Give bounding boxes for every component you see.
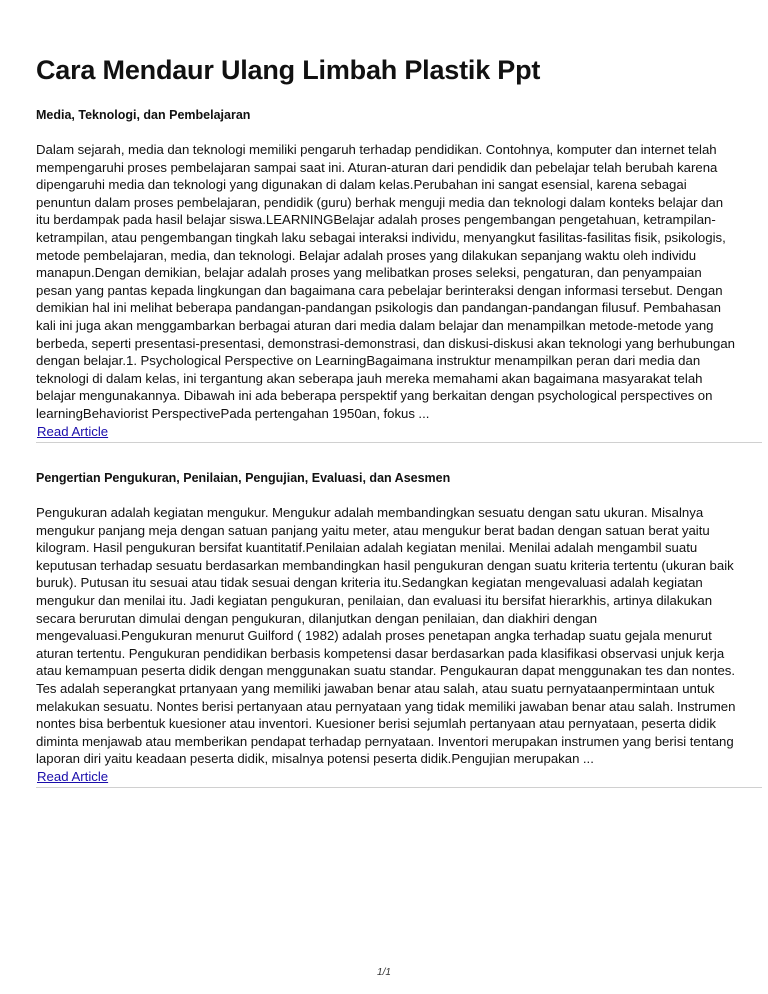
page-number: 1/1 [377,967,391,978]
article-body: Pengukuran adalah kegiatan mengukur. Mengukur adalah membandingkan sesuatu dengan satu ukuran. Misalnya mengukur panjang meja dengan satuan panjang yaitu meter, atau mengukur berat badan dengan satuan berat yaitu kilogram. Hasil pengukuran bersifat kuantitatif.Penilaian adalah kegiatan menilai. Menilai adalah mengambil suatu keputusan terhadap sesuatu berdasarkan membandingkan hasil pengukuran dengan suatu kriteria tertentu (ukuran baik buruk). Putusan itu sesuai atau tidak sesuai dengan kriteria itu.Sedangkan kegiatan mengevaluasi adalah kegiatan mengukur dan menilai itu. Jadi kegiatan pengukuran, penilaian, dan evaluasi itu bersifat hierarkhis, artinya dilakukan secara berurutan dimulai dengan pengukuran, dilanjutkan dengan penilaian, dan diakhiri dengan mengevaluasi.Pengukuran menurut Guilford ( 1982) adalah proses penetapan angka terhadap suatu gejala menurut aturan tertentu. Pengukuran pendidikan berbasis kompetensi dasar berdasarkan pada klasifikasi observasi unjuk kerja atau kemampuan peserta didik dengan menggunakan suatu standar. Pengukauran dapat menggunakan tes dan nontes. Tes adalah seperangkat prtanyaan yang memiliki jawaban benar atau salah, atau suatu pernyataanpermintaan untuk melakukan sesuatu. Nontes berisi pertanyaan atau pernyataan yang tidak memiliki jawaban benar atau salah. Instrumen nontes bisa berbentuk kuesioner atau inventori. Kuesioner berisi sejumlah pertanyaan atau pernyataan, peserta didik diminta menjawab atau memberikan pendapat terhadap pernyataan. Inventori merupakan instrumen yang berisi tentang laporan diri yaitu keadaan peserta didik, misalnya potensi peserta didik.Pengujian merupakan ... [36,505,736,767]
article-card [36,469,762,788]
article-heading: Pengertian Pengukuran, Penilaian, Pengujian, Evaluasi, dan Asesmen [36,471,451,485]
read-article-link[interactable]: Read Article [37,423,109,439]
article-card [36,106,762,443]
article-heading: Media, Teknologi, dan Pembelajaran [36,108,251,122]
page-title: Cara Mendaur Ulang Limbah Plastik Ppt [36,55,541,85]
article-body: Dalam sejarah, media dan teknologi memiliki pengaruh terhadap pendidikan. Contohnya, komputer dan internet telah mempengaruhi proses pembelajaran sampai saat ini. Aturan-aturan dari pendidik dan pebelajar telah berubah karena dipengaruhi media dan teknologi yang digunakan di dalam kelas.Perubahan ini sangat esensial, karena sebagai penuntun dalam proses pembelajaran, pendidik (guru) berhak menguji media dan teknologi dalam konteks belajar dan itu berdampak pada hasil belajar siswa.LEARNINGBelajar adalah proses pengembangan pengetahuan, ketrampilan-ketrampilan, atau pengembangan tingkah laku sebagai interaksi individu, menyangkut fasilitas-fasilitas fisik, psikologis, metode pembelajaran, media, dan teknologi. Belajar adalah proses yang dilakukan sepanjang waktu oleh individu manapun.Dengan demikian, belajar adalah proses yang melibatkan proses seleksi, pengaturan, dan penyampaian pesan yang pantas kepada lingkungan dan bagaimana cara pebelajar berinteraksi dengan informasi tersebut. Dengan demikian hal ini melihat beberapa pandangan-pandangan psikologis dan pandangan-pandangan filusuf. Pembahasan kali ini juga akan menggambarkan berbagai aturan dari media dalam belajar dan menampilkan metode-metode yang berbeda, seperti presentasi-presentasi, demonstrasi-demonstrasi, dan diskusi-diskusi akan teknologi yang berhubungan dengan belajar.1. Psychological Perspective on LearningBagaimana instruktur menampilkan peran dari media dan teknologi di dalam kelas, ini tergantung akan seberapa jauh mereka memahami akan bagaimana masyarakat telah belajar mengunakannya. Dibawah ini ada beberapa perspektif yang berkaitan dengan psychological perspectives on learningBehaviorist PerspectivePada pertengahan 1950an, fokus ... [36,142,736,421]
article-divider [36,787,762,788]
read-article-link[interactable]: Read Article [37,768,109,784]
article-divider [36,442,762,443]
